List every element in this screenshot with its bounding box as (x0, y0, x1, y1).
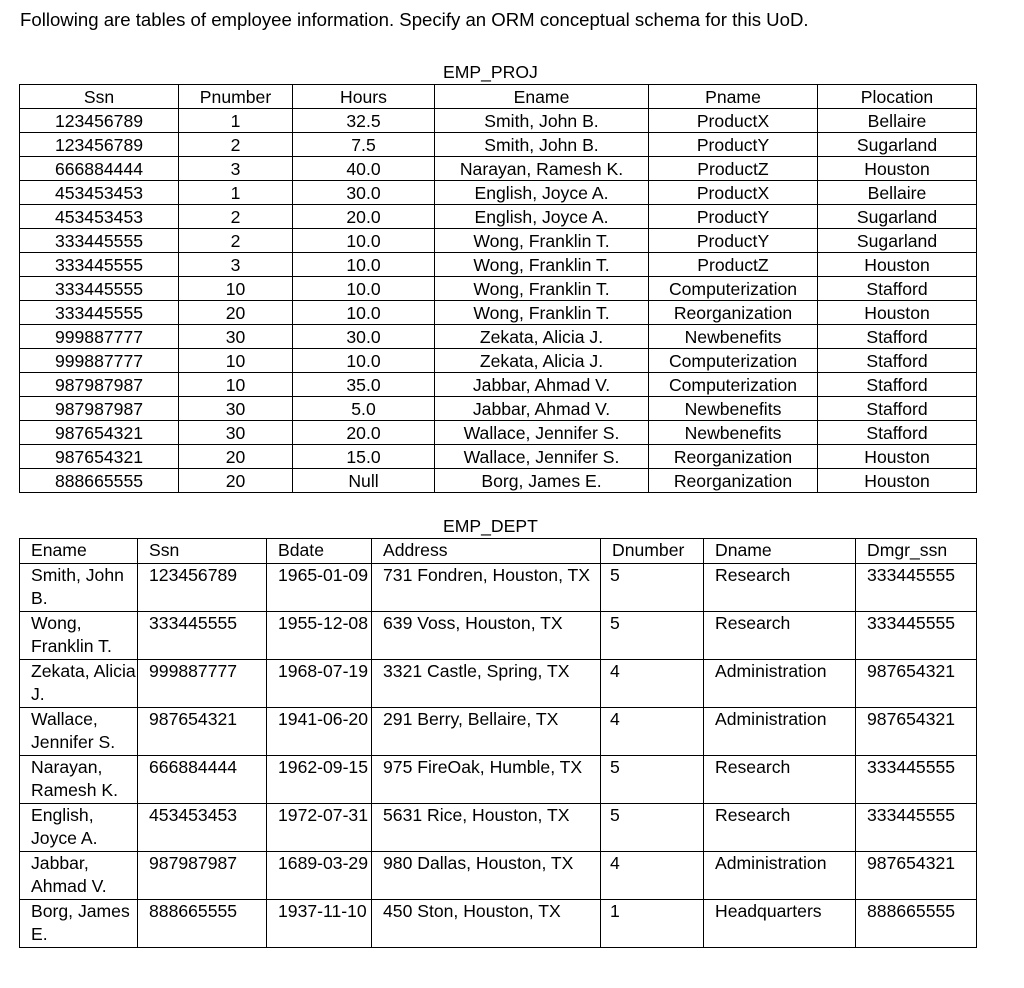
emp-dept-cell-bdate: 1972-07-31 (267, 803, 372, 851)
emp-proj-cell-pnumber: 30 (179, 397, 293, 421)
emp-proj-cell-pnumber: 3 (179, 253, 293, 277)
emp-proj-cell-ssn: 987654321 (20, 421, 179, 445)
emp-proj-cell-pnumber: 1 (179, 109, 293, 133)
emp-proj-cell-ename: Smith, John B. (435, 109, 649, 133)
table-row (20, 157, 977, 181)
emp-proj-cell-ename: Wallace, Jennifer S. (435, 421, 649, 445)
emp-proj-cell-ssn: 987654321 (20, 445, 179, 469)
emp-proj-cell-plocation: Sugarland (818, 205, 977, 229)
emp-proj-cell-hours: 7.5 (293, 133, 435, 157)
table-row (20, 133, 977, 157)
emp-proj-cell-pnumber: 20 (179, 445, 293, 469)
emp-dept-cell-ename: Smith, John B. (20, 563, 138, 611)
emp-proj-cell-plocation: Stafford (818, 397, 977, 421)
table-row (20, 755, 977, 803)
table-row (20, 851, 977, 899)
emp-dept-cell-dmgr-ssn: 333445555 (856, 611, 977, 659)
emp-dept-header-bdate: Bdate (267, 539, 372, 564)
emp-proj-cell-ename: Wong, Franklin T. (435, 229, 649, 253)
emp-dept-cell-dmgr-ssn: 987654321 (856, 851, 977, 899)
emp-dept-header-address: Address (372, 539, 601, 564)
emp-dept-cell-dmgr-ssn: 987654321 (856, 659, 977, 707)
emp-proj-cell-hours: Null (293, 469, 435, 493)
emp-proj-cell-pname: ProductX (649, 109, 818, 133)
emp-proj-cell-ssn: 333445555 (20, 229, 179, 253)
emp-dept-table (19, 538, 977, 948)
table-row (20, 109, 977, 133)
emp-proj-cell-pname: Reorganization (649, 445, 818, 469)
emp-proj-cell-hours: 40.0 (293, 157, 435, 181)
emp-dept-cell-bdate: 1937-11-10 (267, 899, 372, 947)
emp-proj-header-plocation: Plocation (818, 85, 977, 109)
emp-dept-cell-ename: Zekata, Alicia J. (20, 659, 138, 707)
emp-proj-header-pname: Pname (649, 85, 818, 109)
emp-proj-cell-pname: Newbenefits (649, 397, 818, 421)
emp-proj-cell-plocation: Houston (818, 157, 977, 181)
emp-proj-cell-ename: Zekata, Alicia J. (435, 325, 649, 349)
emp-dept-cell-ssn: 999887777 (138, 659, 267, 707)
emp-dept-cell-ssn: 987987987 (138, 851, 267, 899)
emp-proj-cell-plocation: Sugarland (818, 229, 977, 253)
emp-proj-cell-pnumber: 10 (179, 373, 293, 397)
emp-dept-cell-dmgr-ssn: 987654321 (856, 707, 977, 755)
emp-proj-cell-pname: ProductX (649, 181, 818, 205)
emp-dept-cell-ssn: 888665555 (138, 899, 267, 947)
emp-proj-cell-ssn: 123456789 (20, 109, 179, 133)
emp-proj-header-ename: Ename (435, 85, 649, 109)
emp-dept-cell-dname: Research (704, 755, 856, 803)
table-row (20, 707, 977, 755)
emp-proj-cell-hours: 20.0 (293, 421, 435, 445)
emp-proj-cell-pname: ProductZ (649, 157, 818, 181)
emp-dept-cell-dmgr-ssn: 333445555 (856, 755, 977, 803)
emp-dept-cell-bdate: 1941-06-20 (267, 707, 372, 755)
table-row (20, 205, 977, 229)
emp-proj-cell-ename: Wong, Franklin T. (435, 301, 649, 325)
emp-proj-header-hours: Hours (293, 85, 435, 109)
emp-dept-cell-ssn: 666884444 (138, 755, 267, 803)
emp-proj-cell-hours: 10.0 (293, 277, 435, 301)
emp-proj-cell-ename: Jabbar, Ahmad V. (435, 373, 649, 397)
emp-proj-cell-plocation: Houston (818, 469, 977, 493)
emp-proj-cell-hours: 20.0 (293, 205, 435, 229)
emp-dept-cell-ename: English, Joyce A. (20, 803, 138, 851)
emp-dept-cell-dnumber: 5 (601, 611, 704, 659)
table-row (20, 659, 977, 707)
emp-proj-cell-pnumber: 30 (179, 325, 293, 349)
emp-proj-cell-plocation: Stafford (818, 277, 977, 301)
emp-proj-cell-pnumber: 20 (179, 469, 293, 493)
emp-proj-cell-ssn: 999887777 (20, 349, 179, 373)
emp-proj-cell-pnumber: 2 (179, 205, 293, 229)
emp-dept-cell-dnumber: 5 (601, 755, 704, 803)
emp-proj-cell-ssn: 333445555 (20, 301, 179, 325)
emp-dept-cell-ssn: 987654321 (138, 707, 267, 755)
table-row (20, 611, 977, 659)
emp-dept-cell-address: 291 Berry, Bellaire, TX (372, 707, 601, 755)
emp-dept-cell-ename: Jabbar, Ahmad V. (20, 851, 138, 899)
emp-proj-cell-plocation: Houston (818, 445, 977, 469)
emp-proj-header-ssn: Ssn (20, 85, 179, 109)
table-row (20, 301, 977, 325)
emp-proj-cell-ssn: 666884444 (20, 157, 179, 181)
emp-dept-cell-dnumber: 4 (601, 851, 704, 899)
emp-proj-cell-pnumber: 1 (179, 181, 293, 205)
emp-dept-cell-address: 980 Dallas, Houston, TX (372, 851, 601, 899)
intro-text: Following are tables of employee information. Specify an ORM conceptual schema for this UoD. (20, 9, 809, 30)
emp-proj-cell-ssn: 453453453 (20, 181, 179, 205)
emp-dept-header-ssn: Ssn (138, 539, 267, 564)
emp-proj-cell-hours: 5.0 (293, 397, 435, 421)
emp-dept-cell-bdate: 1962-09-15 (267, 755, 372, 803)
emp-proj-cell-plocation: Stafford (818, 373, 977, 397)
emp-proj-cell-pnumber: 30 (179, 421, 293, 445)
emp-proj-cell-hours: 10.0 (293, 229, 435, 253)
emp-dept-cell-ssn: 453453453 (138, 803, 267, 851)
emp-proj-cell-ename: Wallace, Jennifer S. (435, 445, 649, 469)
emp-proj-cell-ssn: 999887777 (20, 325, 179, 349)
emp-dept-cell-dname: Research (704, 611, 856, 659)
emp-proj-cell-ssn: 987987987 (20, 373, 179, 397)
emp-proj-cell-pname: Newbenefits (649, 325, 818, 349)
table-row (20, 397, 977, 421)
emp-proj-caption: EMP_PROJ (443, 62, 538, 82)
emp-proj-cell-pname: ProductY (649, 229, 818, 253)
emp-proj-table (19, 84, 977, 493)
emp-dept-cell-ssn: 123456789 (138, 563, 267, 611)
emp-dept-header-dname: Dname (704, 539, 856, 564)
table-row (20, 899, 977, 947)
emp-dept-cell-address: 975 FireOak, Humble, TX (372, 755, 601, 803)
emp-proj-cell-pname: ProductY (649, 133, 818, 157)
emp-proj-cell-ename: Wong, Franklin T. (435, 277, 649, 301)
emp-proj-cell-ssn: 453453453 (20, 205, 179, 229)
emp-proj-cell-ename: Narayan, Ramesh K. (435, 157, 649, 181)
emp-proj-cell-pname: ProductY (649, 205, 818, 229)
table-row (20, 181, 977, 205)
emp-proj-cell-pnumber: 10 (179, 349, 293, 373)
emp-proj-cell-pnumber: 2 (179, 229, 293, 253)
emp-dept-cell-dnumber: 5 (601, 563, 704, 611)
emp-proj-cell-ssn: 333445555 (20, 277, 179, 301)
emp-proj-cell-ename: Jabbar, Ahmad V. (435, 397, 649, 421)
emp-proj-cell-hours: 30.0 (293, 325, 435, 349)
emp-dept-cell-dname: Administration (704, 707, 856, 755)
emp-proj-cell-pnumber: 3 (179, 157, 293, 181)
emp-dept-cell-address: 639 Voss, Houston, TX (372, 611, 601, 659)
emp-proj-cell-ename: Zekata, Alicia J. (435, 349, 649, 373)
emp-proj-cell-plocation: Sugarland (818, 133, 977, 157)
emp-dept-caption: EMP_DEPT (443, 516, 538, 536)
table-row (20, 325, 977, 349)
emp-dept-cell-bdate: 1968-07-19 (267, 659, 372, 707)
emp-dept-cell-ename: Borg, James E. (20, 899, 138, 947)
emp-proj-cell-ssn: 123456789 (20, 133, 179, 157)
emp-dept-cell-address: 5631 Rice, Houston, TX (372, 803, 601, 851)
emp-proj-cell-hours: 10.0 (293, 301, 435, 325)
emp-dept-cell-dname: Administration (704, 659, 856, 707)
emp-proj-cell-pname: ProductZ (649, 253, 818, 277)
table-row (20, 421, 977, 445)
table-row (20, 803, 977, 851)
emp-proj-cell-ename: English, Joyce A. (435, 181, 649, 205)
emp-proj-cell-hours: 15.0 (293, 445, 435, 469)
emp-dept-header-dmgr-ssn: Dmgr_ssn (856, 539, 977, 564)
emp-proj-cell-plocation: Bellaire (818, 181, 977, 205)
emp-proj-cell-ename: Borg, James E. (435, 469, 649, 493)
emp-proj-cell-plocation: Stafford (818, 325, 977, 349)
emp-dept-cell-address: 3321 Castle, Spring, TX (372, 659, 601, 707)
emp-dept-header-dnumber: Dnumber (601, 539, 704, 564)
table-row (20, 563, 977, 611)
emp-dept-cell-dnumber: 5 (601, 803, 704, 851)
emp-proj-cell-pnumber: 2 (179, 133, 293, 157)
emp-proj-cell-hours: 32.5 (293, 109, 435, 133)
emp-dept-cell-dmgr-ssn: 333445555 (856, 803, 977, 851)
emp-proj-cell-plocation: Bellaire (818, 109, 977, 133)
emp-proj-cell-pname: Reorganization (649, 469, 818, 493)
emp-proj-cell-hours: 10.0 (293, 349, 435, 373)
emp-dept-cell-dname: Research (704, 563, 856, 611)
emp-dept-cell-dmgr-ssn: 888665555 (856, 899, 977, 947)
emp-dept-cell-dnumber: 1 (601, 899, 704, 947)
emp-proj-cell-hours: 30.0 (293, 181, 435, 205)
emp-proj-cell-plocation: Houston (818, 253, 977, 277)
emp-proj-cell-ssn: 333445555 (20, 253, 179, 277)
emp-proj-cell-pname: Reorganization (649, 301, 818, 325)
emp-proj-cell-ssn: 888665555 (20, 469, 179, 493)
emp-dept-cell-ename: Narayan, Ramesh K. (20, 755, 138, 803)
table-row (20, 373, 977, 397)
emp-dept-cell-bdate: 1965-01-09 (267, 563, 372, 611)
emp-dept-cell-dname: Research (704, 803, 856, 851)
emp-proj-cell-plocation: Stafford (818, 421, 977, 445)
emp-proj-cell-plocation: Stafford (818, 349, 977, 373)
table-row (20, 445, 977, 469)
table-row (20, 349, 977, 373)
emp-proj-cell-pname: Computerization (649, 373, 818, 397)
table-row (20, 229, 977, 253)
emp-dept-cell-ssn: 333445555 (138, 611, 267, 659)
emp-dept-cell-ename: Wallace, Jennifer S. (20, 707, 138, 755)
emp-dept-cell-dnumber: 4 (601, 707, 704, 755)
emp-proj-cell-pname: Computerization (649, 277, 818, 301)
table-row (20, 469, 977, 493)
emp-dept-cell-dname: Headquarters (704, 899, 856, 947)
emp-dept-header-ename: Ename (20, 539, 138, 564)
emp-dept-cell-address: 731 Fondren, Houston, TX (372, 563, 601, 611)
emp-dept-cell-dmgr-ssn: 333445555 (856, 563, 977, 611)
emp-proj-cell-ename: English, Joyce A. (435, 205, 649, 229)
emp-proj-cell-plocation: Houston (818, 301, 977, 325)
emp-proj-cell-hours: 10.0 (293, 253, 435, 277)
emp-proj-cell-hours: 35.0 (293, 373, 435, 397)
emp-dept-cell-ename: Wong, Franklin T. (20, 611, 138, 659)
emp-dept-cell-dnumber: 4 (601, 659, 704, 707)
emp-dept-cell-address: 450 Ston, Houston, TX (372, 899, 601, 947)
emp-proj-cell-pnumber: 20 (179, 301, 293, 325)
emp-proj-cell-pnumber: 10 (179, 277, 293, 301)
emp-proj-cell-ename: Smith, John B. (435, 133, 649, 157)
emp-dept-cell-bdate: 1689-03-29 (267, 851, 372, 899)
emp-proj-cell-pname: Newbenefits (649, 421, 818, 445)
emp-dept-cell-bdate: 1955-12-08 (267, 611, 372, 659)
emp-dept-header-row (20, 539, 977, 564)
emp-proj-cell-pname: Computerization (649, 349, 818, 373)
emp-proj-cell-ssn: 987987987 (20, 397, 179, 421)
emp-proj-header-pnumber: Pnumber (179, 85, 293, 109)
table-row (20, 253, 977, 277)
emp-proj-header-row (20, 85, 977, 109)
emp-proj-cell-ename: Wong, Franklin T. (435, 253, 649, 277)
emp-dept-cell-dname: Administration (704, 851, 856, 899)
table-row (20, 277, 977, 301)
